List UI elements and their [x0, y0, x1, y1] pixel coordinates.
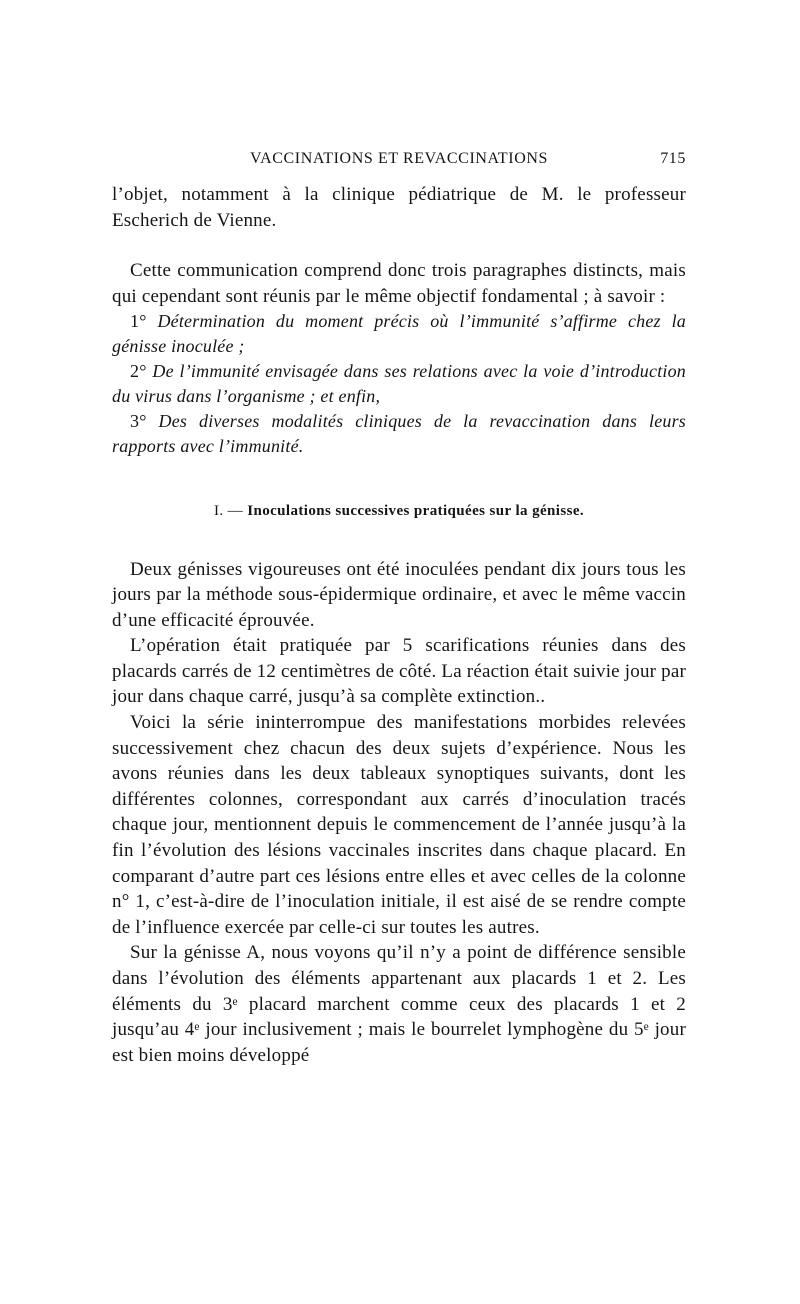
item-text: Des diverses modalités cliniques de la revaccination dans leurs rapports avec l’immunité. [112, 411, 686, 456]
section-title: Inoculations successives pratiquées sur la génisse. [247, 503, 585, 519]
running-title: VACCINATIONS ET REVACCINATIONS [249, 150, 549, 167]
paragraph: Voici la série ininterrompue des manifestations morbides relevées successivement chez chacun des deux sujets d’expérience. Nous les avons réunies dans les deux tableaux synoptiques suivants, dont les différentes colonnes, correspondant aux carrés d’inoculation tracés chaque jour, mentionnent depuis le commencement de l’année jusqu’à la fin l’évolution des lésions vaccinales inscrites dans chaque placard. En comparant d’autre part ces lésions entre elles et avec celles de la colonne n° 1, c’est-à-dire de l’inoculation initiale, il est aisé de se rendre compte de l’influence exercée par celle-ci sur toutes les autres. [112, 712, 686, 938]
item-number: 1° [130, 311, 147, 331]
page-number: 715 [660, 150, 686, 167]
enumerated-item-3 [112, 409, 686, 459]
paragraph: Sur la génisse A, nous voyons qu’il n’y a point de différence sensible dans l’évolution des éléments appartenant aux placards 1 et 2. Les éléments du 3ᵉ placard marchent comme ceux des placards 1 et 2 jusqu’au 4ᵉ jour inclusivement ; mais le bourrelet lymphogène du 5ᵉ jour est bien moins développé [112, 942, 686, 1066]
running-head [112, 146, 686, 172]
paragraph: L’opération était pratiquée par 5 scarifications réunies dans des placards carrés de 12 centimètres de côté. La réaction était suivie jour par jour dans chaque carré, jusqu’à sa complète extinction.. [112, 635, 686, 708]
enumerated-item-2 [112, 359, 686, 409]
body-text [112, 182, 686, 1068]
item-text: Détermination du moment précis où l’immunité s’affirme chez la génisse inoculée ; [112, 311, 687, 356]
paragraph-continuation: l’objet, notamment à la clinique pédiatrique de M. le professeur Escherich de Vienne. [112, 184, 686, 231]
item-number: 2° [130, 361, 147, 381]
paragraph: Deux génisses vigoureuses ont été inoculées pendant dix jours tous les jours par la méthode sous-épidermique ordinaire, et avec le même vaccin d’une efficacité éprouvée. [112, 558, 686, 631]
section-number: I. — [213, 503, 244, 519]
enumerated-item-1 [112, 309, 686, 359]
paragraph-intro: Cette communication comprend donc trois paragraphes distincts, mais qui cependant sont réunis par le même objectif fondamental ; à savoir : [112, 260, 686, 307]
item-number: 3° [130, 411, 147, 431]
section-heading [112, 499, 686, 525]
item-text: De l’immunité envisagée dans ses relations avec la voie d’introduction du virus dans l’organisme ; et enfin, [112, 361, 686, 406]
